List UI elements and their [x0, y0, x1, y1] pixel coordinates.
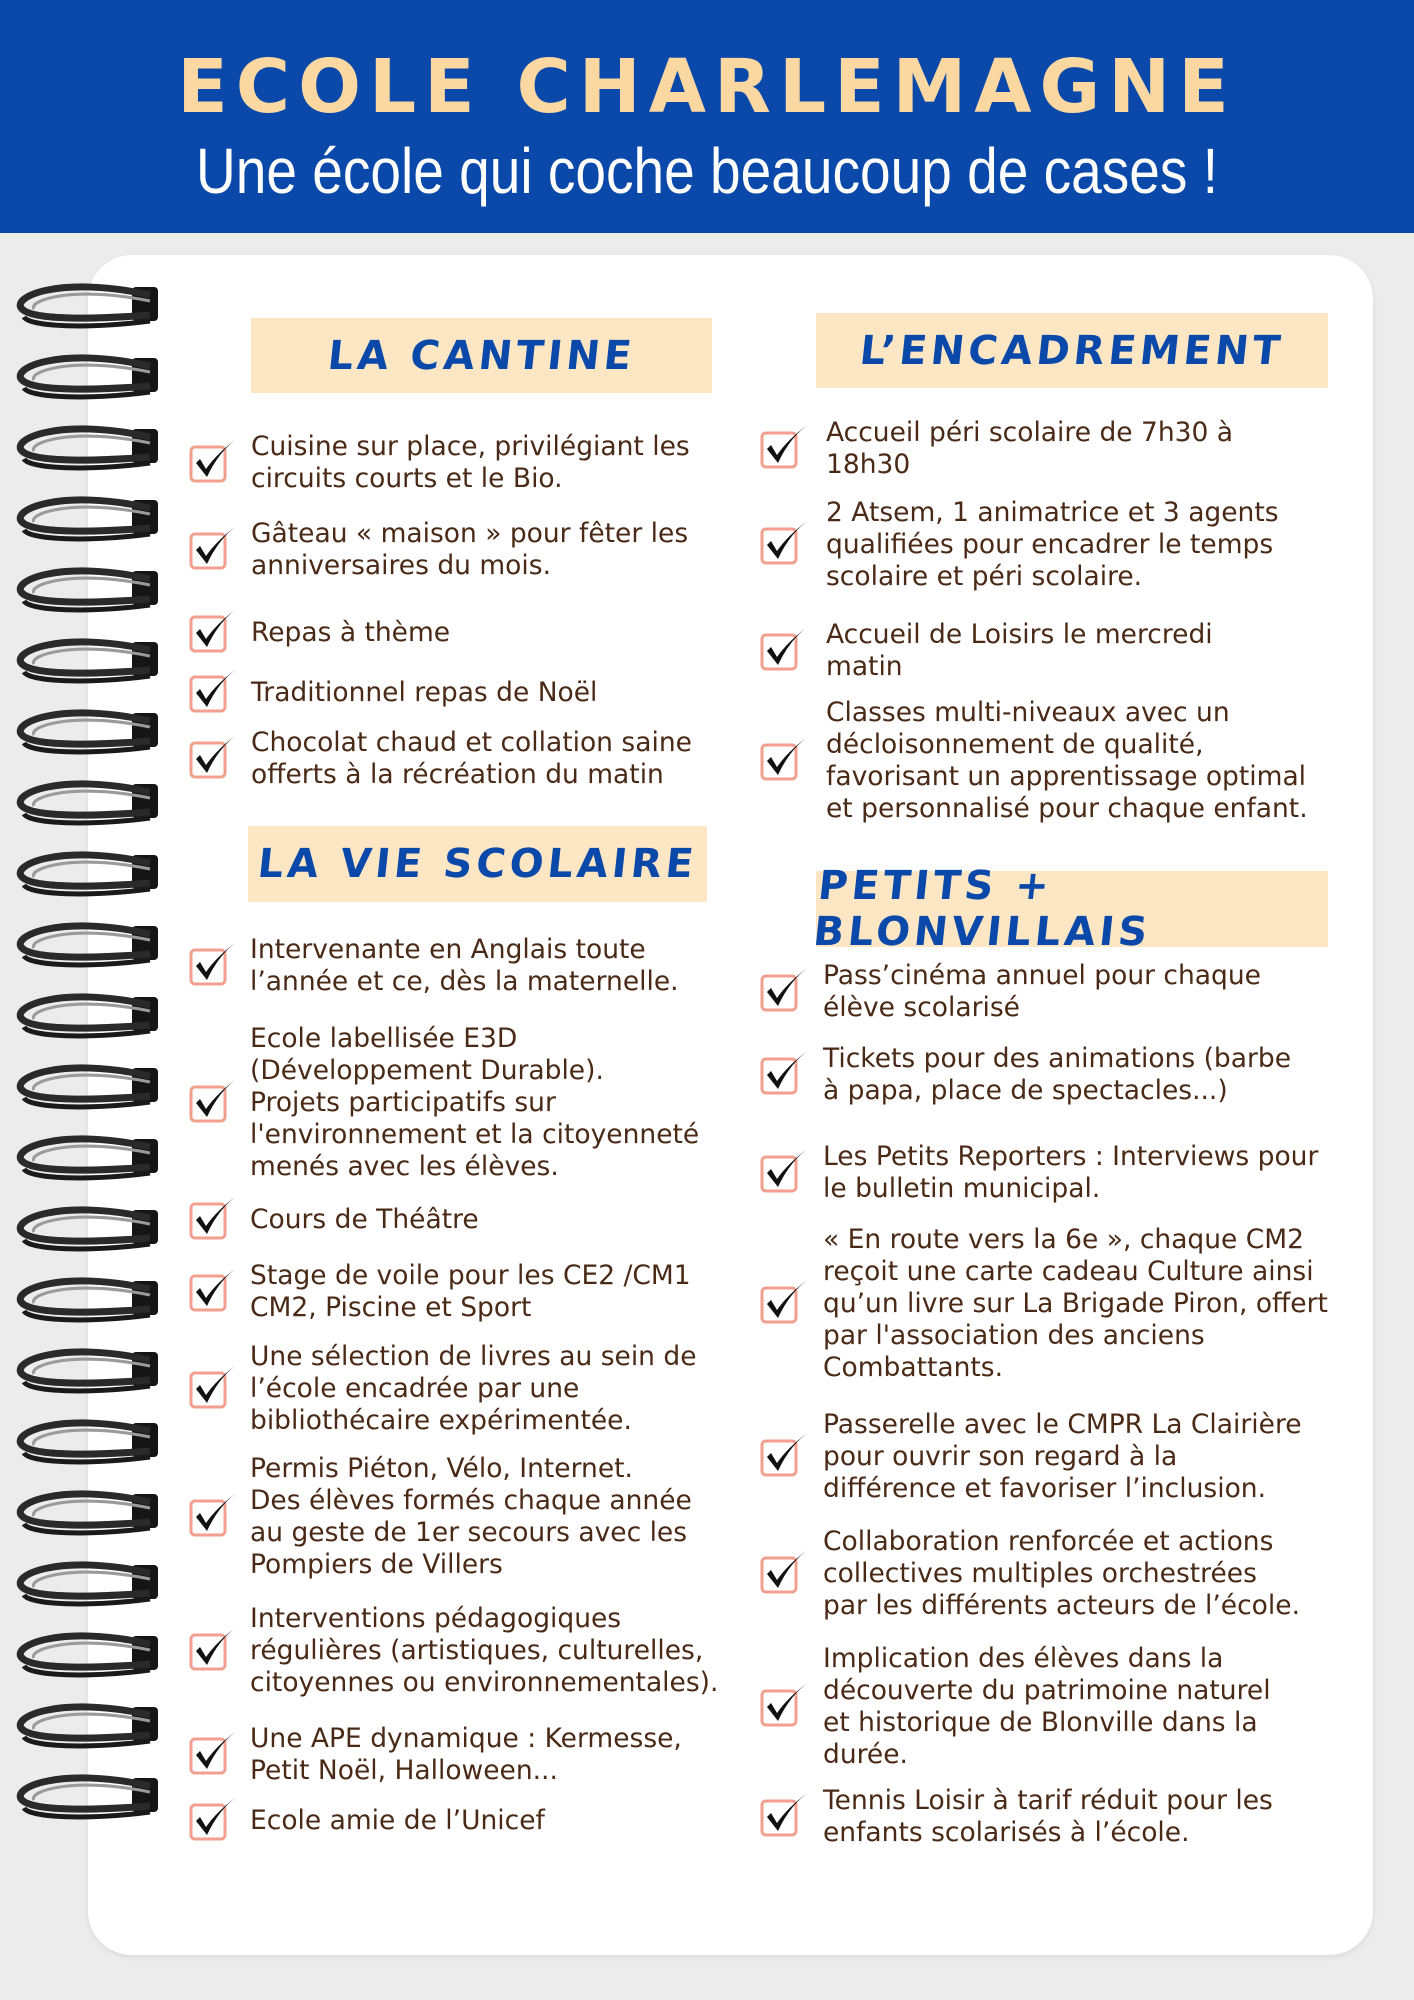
checkbox-checked-icon — [758, 962, 814, 1014]
section-header-vie-scolaire — [248, 826, 707, 902]
checklist-item-text — [823, 1141, 1318, 1205]
checklist-item-line: découverte du patrimoine naturel — [823, 1675, 1271, 1706]
checklist-item-line: par l'association des anciens — [823, 1320, 1205, 1351]
checklist-item-line: durée. — [823, 1739, 908, 1770]
checklist-item-line: matin — [826, 651, 903, 682]
header-banner — [0, 0, 1414, 233]
checklist-item-text — [251, 677, 597, 709]
checklist-item-line: qu’un livre sur La Brigade Piron, offert — [823, 1288, 1328, 1319]
checklist-item-line: l’année et ce, dès la maternelle. — [250, 966, 679, 997]
checklist-item-line: le bulletin municipal. — [823, 1173, 1101, 1204]
section-title-petits-plus: PETITS + BLONVILLAIS — [811, 863, 1154, 955]
section-title-encadrement: L’ENCADREMENT — [857, 327, 1287, 374]
school-title: ECOLE CHARLEMAGNE — [177, 44, 1237, 130]
checklist-item-line: scolaire et péri scolaire. — [826, 561, 1143, 592]
checklist-item-line: Repas à thème — [251, 617, 451, 648]
checklist-item-line: au geste de 1er secours avec les — [250, 1517, 688, 1548]
checkbox-checked-icon — [187, 1621, 243, 1673]
section-header-encadrement — [816, 313, 1328, 388]
checklist-item-line: Implication des élèves dans la — [823, 1643, 1224, 1674]
checklist-item-line: par les différents acteurs de l’école. — [823, 1590, 1300, 1621]
checklist-item-text — [823, 1224, 1328, 1384]
checkbox-checked-icon — [187, 1190, 243, 1242]
checklist-item-line: décloisonnement de qualité, — [826, 729, 1204, 760]
checklist-item-line: circuits courts et le Bio. — [251, 463, 563, 494]
checkbox-checked-icon — [187, 1725, 243, 1777]
checklist-item-line: Interventions pédagogiques — [250, 1603, 622, 1634]
checkbox-checked-icon — [758, 419, 814, 471]
checklist-item-line: Projets participatifs sur — [250, 1087, 556, 1118]
checklist-item-line: Chocolat chaud et collation saine — [251, 727, 692, 758]
checkbox-checked-icon — [187, 1791, 243, 1843]
checklist-item-line: Des élèves formés chaque année — [250, 1485, 692, 1516]
section-header-cantine — [251, 318, 712, 393]
checklist-item-line: à papa, place de spectacles...) — [823, 1075, 1228, 1106]
checklist-item-text — [250, 1204, 479, 1236]
checklist-item-line: CM2, Piscine et Sport — [250, 1292, 532, 1323]
checklist-item-line: Pompiers de Villers — [250, 1549, 503, 1580]
checkbox-checked-icon — [758, 1045, 814, 1097]
checklist-item-text — [250, 1723, 682, 1787]
checkbox-checked-icon — [187, 1359, 243, 1411]
checklist-item-line: qualifiées pour encadrer le temps — [826, 529, 1274, 560]
checklist-item-line: Gâteau « maison » pour fêter les — [251, 518, 689, 549]
checkbox-checked-icon — [758, 1544, 814, 1596]
checklist-item-text — [826, 619, 1213, 683]
checkbox-checked-icon — [758, 1677, 814, 1729]
school-subtitle: Une école qui coche beaucoup de cases ! — [195, 135, 1219, 207]
section-title-cantine: LA CANTINE — [325, 332, 638, 379]
checklist-item-line: élève scolarisé — [823, 992, 1020, 1023]
checklist-item-line: Cuisine sur place, privilégiant les — [251, 431, 690, 462]
checklist-item-line: Passerelle avec le CMPR La Clairière — [823, 1409, 1302, 1440]
checkbox-checked-icon — [758, 621, 814, 673]
checklist-item-line: Une APE dynamique : Kermesse, — [250, 1723, 682, 1754]
checklist-item-text — [250, 1260, 691, 1324]
checklist-item-line: (Développement Durable). — [250, 1055, 604, 1086]
checklist-item-line: Tickets pour des animations (barbe — [823, 1043, 1291, 1074]
checklist-item-line: Cours de Théâtre — [250, 1204, 479, 1235]
checkbox-checked-icon — [758, 1787, 814, 1839]
section-title-vie-scolaire: LA VIE SCOLAIRE — [255, 841, 700, 887]
checkbox-checked-icon — [758, 515, 814, 567]
checkbox-checked-icon — [187, 663, 243, 715]
checkbox-checked-icon — [187, 936, 243, 988]
checklist-item-line: et historique de Blonville dans la — [823, 1707, 1258, 1738]
section-header-petits-plus — [811, 863, 1328, 955]
checklist-item-line: Collaboration renforcée et actions — [823, 1526, 1274, 1557]
checklist-item-line: l’école encadrée par une — [250, 1373, 580, 1404]
checklist-item-line: Intervenante en Anglais toute — [250, 934, 646, 965]
checklist-item-text — [826, 697, 1308, 825]
checklist-item-text — [250, 1341, 697, 1437]
checklist-item-line: Accueil de Loisirs le mercredi — [826, 619, 1213, 650]
checkbox-checked-icon — [187, 433, 243, 485]
checklist-item-text — [251, 617, 450, 649]
checklist-item-line: Tennis Loisir à tarif réduit pour les — [823, 1785, 1273, 1816]
checklist-item-line: et personnalisé pour chaque enfant. — [826, 793, 1308, 824]
checklist-item-line: favorisant un apprentissage optimal — [826, 761, 1307, 792]
checklist-item-line: Pass’cinéma annuel pour chaque — [823, 960, 1261, 991]
checklist-item-text — [250, 1023, 699, 1183]
checklist-item-text — [823, 1643, 1271, 1771]
checkbox-checked-icon — [758, 1143, 814, 1195]
checklist-item-text — [826, 497, 1279, 593]
checkbox-checked-icon — [187, 729, 243, 781]
checkbox-checked-icon — [187, 1262, 243, 1314]
checklist-item-line: pour ouvrir son regard à la — [823, 1441, 1178, 1472]
checklist-item-line: anniversaires du mois. — [251, 550, 551, 581]
checklist-item-line: reçoit une carte cadeau Culture ainsi — [823, 1256, 1314, 1287]
checklist-item-line: l'environnement et la citoyenneté — [250, 1119, 700, 1150]
checklist-item-line: bibliothécaire expérimentée. — [250, 1405, 632, 1436]
checklist-item-text — [823, 1526, 1300, 1622]
checklist-item-text — [251, 727, 692, 791]
checklist-item-text — [250, 1453, 692, 1581]
checklist-item-text — [250, 934, 679, 998]
checklist-item-text — [823, 1409, 1302, 1505]
checklist-item-text — [250, 1805, 545, 1837]
checklist-item-line: offerts à la récréation du matin — [251, 759, 664, 790]
checklist-item-line: Combattants. — [823, 1352, 1004, 1383]
checklist-item-line: Accueil péri scolaire de 7h30 à — [826, 417, 1234, 448]
checklist-item-line: Ecole labellisée E3D — [250, 1023, 518, 1054]
checklist-item-line: Classes multi-niveaux avec un — [826, 697, 1230, 728]
checklist-item-line: Permis Piéton, Vélo, Internet. — [250, 1453, 633, 1484]
checklist-item-line: 2 Atsem, 1 animatrice et 3 agents — [826, 497, 1279, 528]
checklist-item-line: citoyennes ou environnementales). — [250, 1667, 719, 1698]
checkbox-checked-icon — [187, 520, 243, 572]
checklist-item-line: Une sélection de livres au sein de — [250, 1341, 697, 1372]
spiral-binding-icon — [0, 0, 170, 2000]
checklist-item-line: Petit Noël, Halloween... — [250, 1755, 558, 1786]
checklist-item-text — [826, 417, 1233, 481]
checklist-item-text — [823, 1785, 1273, 1849]
checklist-item-line: Ecole amie de l’Unicef — [250, 1805, 545, 1836]
checkbox-checked-icon — [187, 603, 243, 655]
checklist-item-line: Traditionnel repas de Noël — [251, 677, 598, 708]
checklist-item-line: Les Petits Reporters : Interviews pour — [823, 1141, 1319, 1172]
checklist-item-line: collectives multiples orchestrées — [823, 1558, 1257, 1589]
checklist-item-line: différence et favoriser l’inclusion. — [823, 1473, 1266, 1504]
checkbox-checked-icon — [758, 1274, 814, 1326]
checklist-item-line: « En route vers la 6e », chaque CM2 — [823, 1224, 1304, 1255]
checklist-item-text — [823, 960, 1261, 1024]
checklist-item-line: régulières (artistiques, culturelles, — [250, 1635, 704, 1666]
checklist-item-text — [251, 518, 688, 582]
checkbox-checked-icon — [187, 1073, 243, 1125]
checkbox-checked-icon — [758, 1427, 814, 1479]
checklist-item-text — [251, 431, 690, 495]
checklist-item-text — [250, 1603, 718, 1699]
checklist-item-text — [823, 1043, 1291, 1107]
checklist-item-line: menés avec les élèves. — [250, 1151, 559, 1182]
checklist-item-line: Stage de voile pour les CE2 /CM1 — [250, 1260, 691, 1291]
checklist-item-line: 18h30 — [826, 449, 911, 480]
checkbox-checked-icon — [758, 731, 814, 783]
checklist-item-line: enfants scolarisés à l’école. — [823, 1817, 1190, 1848]
checkbox-checked-icon — [187, 1487, 243, 1539]
